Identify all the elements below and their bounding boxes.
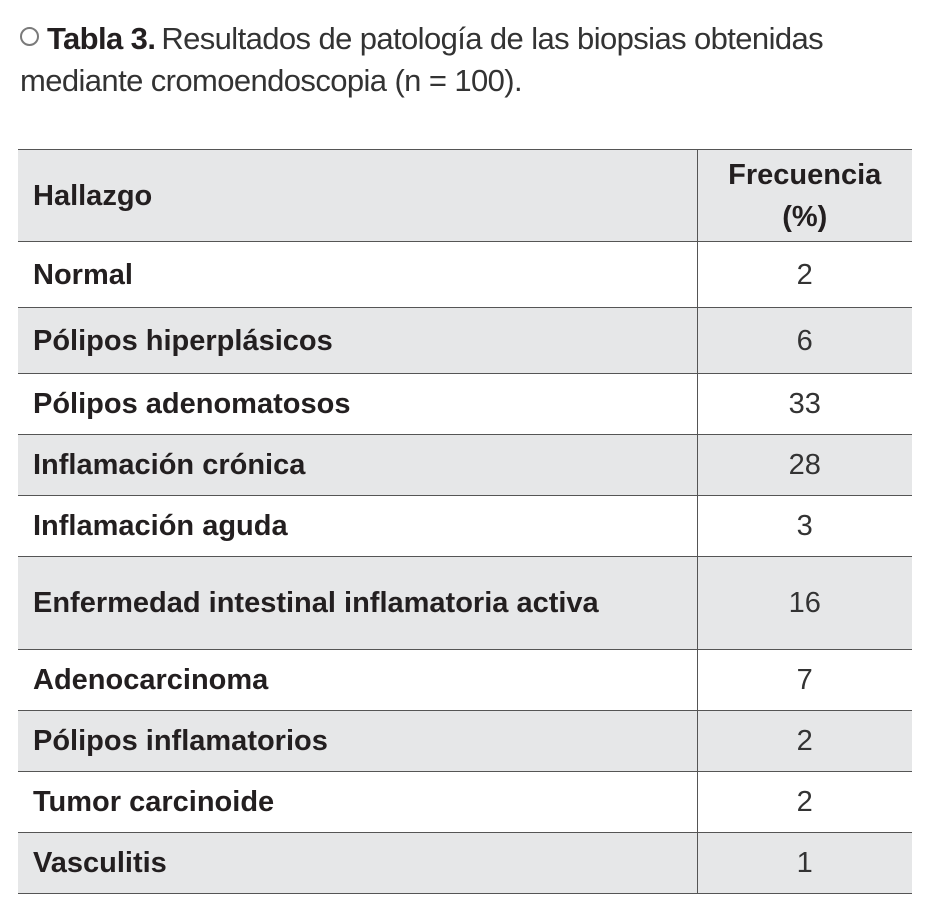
frequency-cell: 28 [697,435,912,496]
caption-text: Resultados de patología de las biopsias obtenidas mediante cromoendoscopia (n = 100). [20,21,824,98]
frequency-cell: 7 [697,650,912,711]
frequency-cell: 33 [697,374,912,435]
table-row [18,374,912,435]
finding-cell: Vasculitis [18,833,697,894]
table-caption [20,18,920,102]
table-row [18,833,912,894]
header-frequency-line1: Frecuencia [728,158,882,191]
results-table [18,149,912,894]
table-row [18,496,912,557]
finding-cell: Inflamación aguda [18,496,697,557]
finding-cell: Pólipos hiperplásicos [18,308,697,374]
caption-label: Tabla 3. [47,21,156,56]
circle-bullet-icon [20,27,39,46]
finding-cell: Pólipos inflamatorios [18,711,697,772]
finding-cell: Pólipos adenomatosos [18,374,697,435]
frequency-cell: 2 [697,711,912,772]
table-row [18,557,912,650]
table-row [18,242,912,308]
frequency-cell: 16 [697,557,912,650]
header-frequency [697,150,912,242]
frequency-cell: 2 [697,242,912,308]
finding-cell: Inflamación crónica [18,435,697,496]
frequency-cell: 6 [697,308,912,374]
frequency-cell: 1 [697,833,912,894]
table-row [18,650,912,711]
header-frequency-line2: (%) [782,200,828,233]
finding-cell: Tumor carcinoide [18,772,697,833]
header-finding: Hallazgo [18,150,697,242]
frequency-cell: 2 [697,772,912,833]
finding-cell: Normal [18,242,697,308]
frequency-cell: 3 [697,496,912,557]
table-row [18,308,912,374]
table-row [18,435,912,496]
finding-cell: Adenocarcinoma [18,650,697,711]
table-row [18,711,912,772]
table-row [18,772,912,833]
table-header-row [18,150,912,242]
finding-cell: Enfermedad intestinal inflamatoria activa [18,557,697,650]
